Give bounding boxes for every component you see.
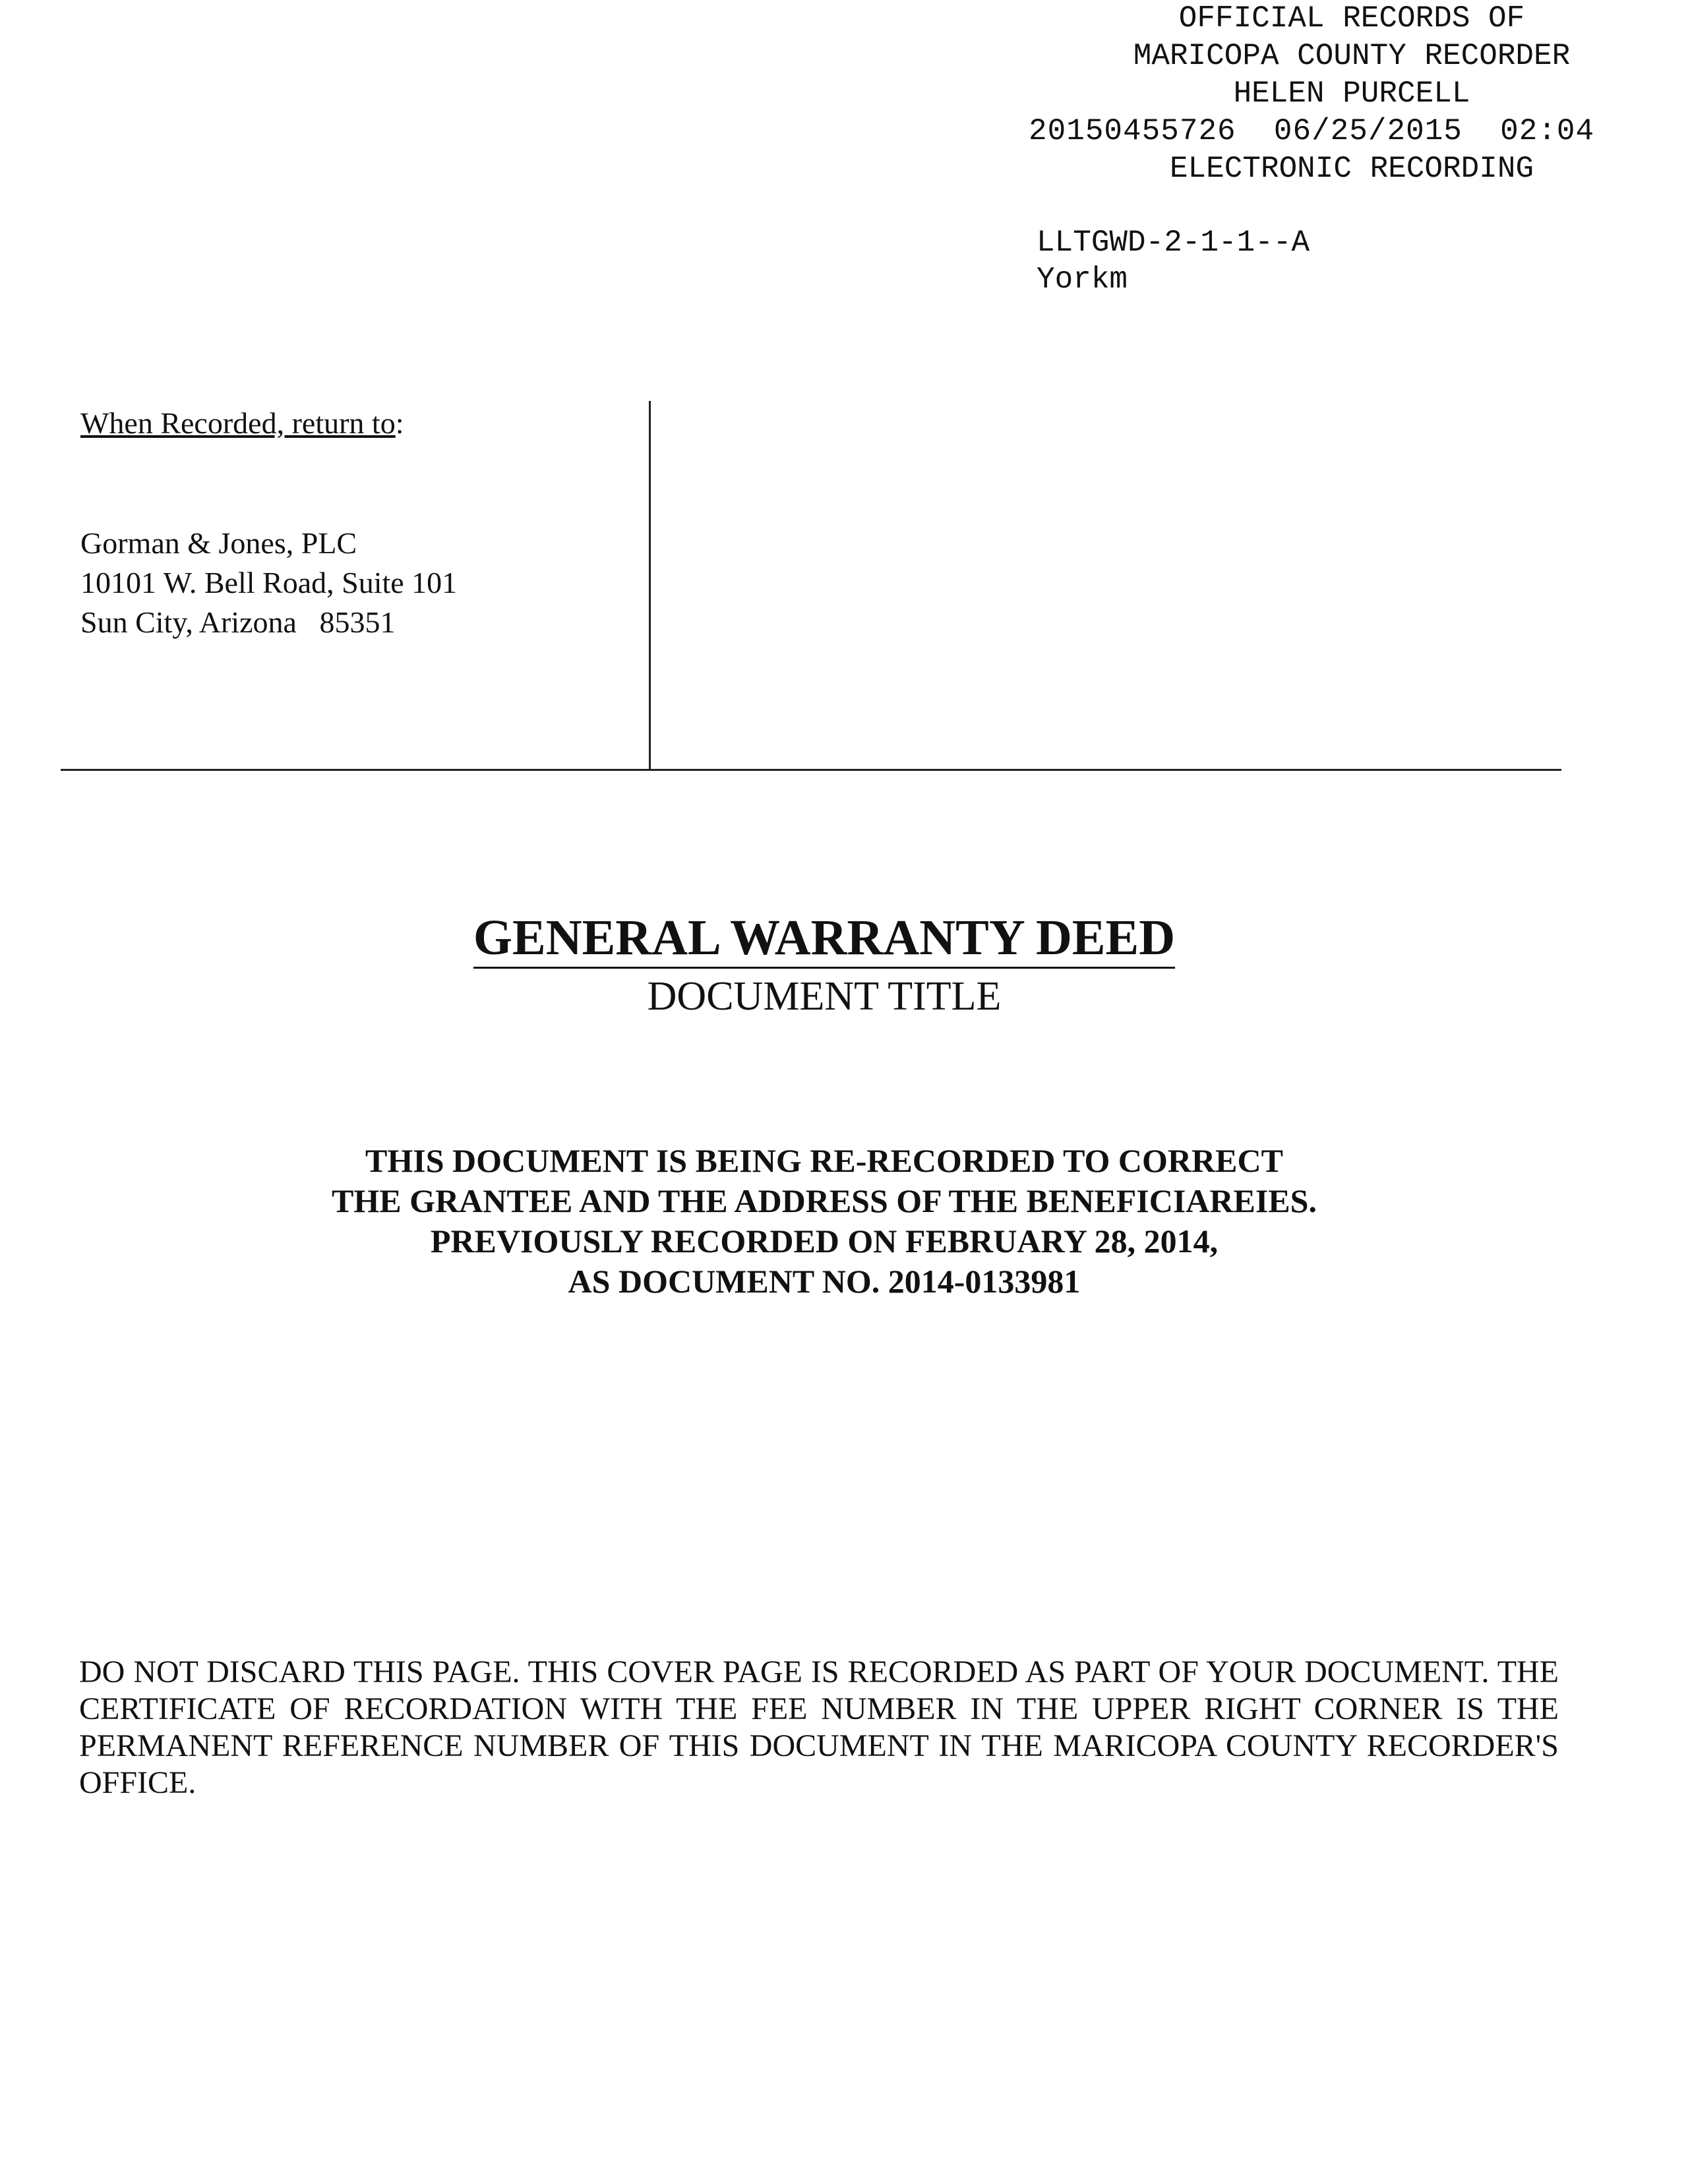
return-address [80,524,648,642]
title-block [0,910,1648,1021]
return-to-block [80,404,648,642]
discard-notice: DO NOT DISCARD THIS PAGE. THIS COVER PAGE IS RECORDED AS PART OF YOUR DOCUMENT. THE CERTIFICATE OF RECORDATION WITH THE FEE NUMBER IN THE UPPER RIGHT CORNER IS THE PERMANENT REFERENCE NUMBER OF THIS DOCUMENT IN THE MARICOPA COUNTY RECORDER'S OFFICE. [79,1654,1559,1800]
stamp-recorder-name: HELEN PURCELL [1233,76,1470,111]
return-to-heading-row [80,404,648,443]
stamp-fee-number-date-time: 20150455726 06/25/2015 02:04 [1029,114,1595,148]
return-address-city: Sun City, Arizona 85351 [80,605,396,639]
return-address-firm: Gorman & Jones, PLC [80,526,357,560]
re-record-notice [0,1141,1648,1302]
stamp-electronic-recording: ELECTRONIC RECORDING [1169,152,1534,186]
notice-line: AS DOCUMENT NO. 2014-0133981 [568,1263,1081,1300]
stamp-county-recorder: MARICOPA COUNTY RECORDER [1133,39,1571,73]
stamp-official-records: OFFICIAL RECORDS OF [1178,1,1525,36]
notice-line: THE GRANTEE AND THE ADDRESS OF THE BENEFICIAREIES. [332,1182,1317,1219]
return-to-heading: When Recorded, return to [80,406,396,440]
horizontal-divider [61,769,1561,771]
stamp-codes [1037,224,1310,298]
notice-line: PREVIOUSLY RECORDED ON FEBRUARY 28, 2014, [430,1223,1219,1259]
document-title: GENERAL WARRANTY DEED [473,910,1175,969]
notice-line: THIS DOCUMENT IS BEING RE-RECORDED TO CORRECT [365,1142,1283,1179]
return-address-street: 10101 W. Bell Road, Suite 101 [80,566,458,599]
stamp-clerk: Yorkm [1037,262,1128,297]
document-title-label: DOCUMENT TITLE [647,974,1002,1019]
stamp-code: LLTGWD-2-1-1--A [1037,226,1310,260]
recorder-stamp [1029,0,1675,188]
return-to-colon: : [395,406,404,440]
vertical-divider [649,401,651,770]
